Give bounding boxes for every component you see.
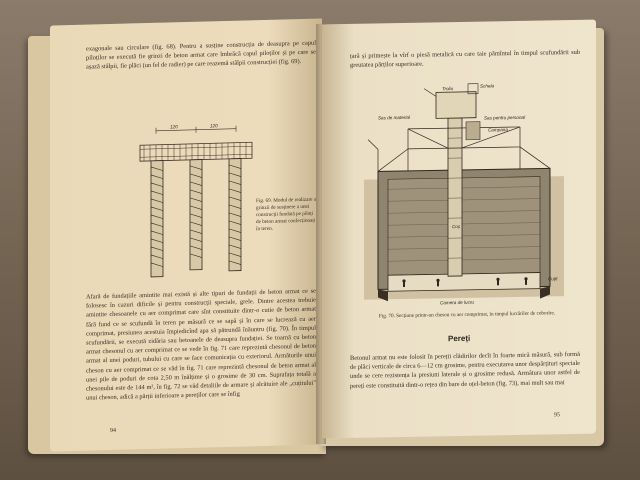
left-page — [50, 18, 322, 451]
figure-70-caisson — [348, 76, 580, 312]
label-sas-materiale: Sas de material — [378, 114, 410, 121]
label-camera-lucru: Camera de lucru — [440, 299, 474, 306]
label-schela: Schela — [480, 83, 495, 89]
right-bottom-text: Betonul armat nu este folosit în pereții clădirilor decît în foarte mică măsură, sub formă de plăci verticale de circa 6—12 cm grosime, pentru executarea unor despărțituri speciale unde se cere rezistența la presiuni laterale și o grosime redusă. Armătura unor astfel de pereți este constituită dintr-o rețea din bare de oțel-beton (fig. 73), mai mult sau mai — [350, 350, 580, 390]
left-top-text: exagonale sau circulare (fig. 68). Pentru a susține construcția de deasupra pe capul piloților se execută fie grinzi de beton armat care îmbrăcă capul piloților și pe care se așază stâlpii, fie plăci (un fel de radier) pe care reazemă stâlpii construcției (fig. 69). — [86, 39, 316, 72]
label-cos: Coș — [452, 223, 461, 230]
figure-69-caption: Fig. 69. Modul de realizare a grinzii de susținere a unei construcții fundată pe piloți de beton armat confecționați în teren. — [256, 196, 317, 233]
label-troliu: Troliu — [442, 86, 454, 92]
figure-69-piles — [136, 120, 256, 283]
section-heading-pereti: Pereți — [448, 333, 471, 344]
label-cutit: Cuțit — [548, 276, 558, 282]
dim-label-1: 120 — [170, 124, 178, 130]
right-top-text: țară și primește la vîrf o piesă metalică cu care taie pămîntul în timpul scufundării sub greutatea părților superioare. — [350, 48, 580, 70]
label-sas-personal: Sas pentru personal — [484, 114, 526, 121]
left-page-number: 94 — [110, 427, 116, 434]
right-page — [322, 20, 596, 439]
right-page-number: 95 — [554, 412, 560, 419]
open-book — [28, 18, 608, 458]
figure-70-caption: Fig. 70. Secțiune printr-un cheson cu aer comprimat, în timpul lucrărilor de coborîre. — [378, 310, 556, 320]
label-campana: Campana — [488, 127, 508, 133]
left-bottom-text: Afară de fundațiile amintite mai există și alte tipuri de fundații de beton armat ce se folosesc în cazuri dificile și pentru construcții speciale, grele. Dintre acestea trebuie amintite chesoanele cu aer comprimat care sînt constituite dintr-o cutie de beton armat fără fund ce se scufundă în teren pe măsură ce se sapă și în care se lucrează cu aer comprimat, presiunea acestuia împiedicînd apa să pătrundă înăuntru (fig. 70). În timpul scufundării, se execută zidăria sau betoanele de deasupra fundației. Se toarnă cu beton armat chesonul cu aer comprimat ce se vede în fig. 71 care reprezintă chesonul de beton armat al unei poduri, tubului cu care se face comunicația cu exteriorul. Armăturile unui cheson cu aer comprimat ce se văd în fig. 71 care reprezintă chesonul de beton armat al unei pile de poduri de cota 2,50 m înălțime și o grosime de 30 cm. Suprafața totală a chesonului este de 144 m², în fig. 72 se văd detaliile de armare și alcătuire ale „cuțitului" unui cheson, adică a părții inferioare a pereților care se înfig — [86, 287, 316, 402]
dim-label-2: 120 — [210, 123, 218, 129]
